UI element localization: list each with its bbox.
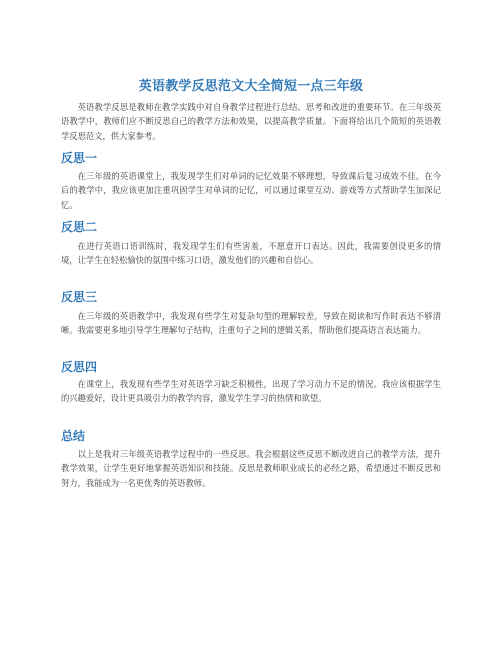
section-heading-4: 反思四	[61, 360, 98, 374]
section-body-1: 在三年级的英语课堂上，我发现学生们对单词的记忆效果不够理想，导致课后复习成效不佳。在今后的教学中，我应该更加注重巩固学生对单词的记忆，可以通过课堂互动、游戏等方式帮助学生加深记忆。	[61, 171, 441, 210]
document-title: 英语教学反思范文大全简短一点三年级	[138, 79, 364, 94]
summary-heading: 总结	[61, 429, 86, 443]
intro-paragraph: 英语教学反思是教师在教学实践中对自身教学过程进行总结、思考和改进的重要环节。在三年级英语教学中，教师们应不断反思自己的教学方法和效果，以提高教学质量。下面将给出几个简短的英语教学反思范文，供大家参考。	[61, 102, 441, 141]
section-body-2: 在进行英语口语训练时，我发现学生们有些害羞，不愿意开口表达。因此，我需要创设更多的情境，让学生在轻松愉快的氛围中练习口语，激发他们的兴趣和自信心。	[61, 241, 441, 266]
section-heading-1: 反思一	[61, 151, 98, 165]
section-heading-2: 反思二	[61, 220, 98, 234]
summary-body: 以上是我对三年级英语教学过程中的一些反思。我会根据这些反思不断改进自己的教学方法，提升教学效果，让学生更好地掌握英语知识和技能。反思是教师职业成长的必经之路，希望通过不断反思和努力，我能成为一名更优秀的英语教师。	[61, 449, 441, 488]
section-heading-3: 反思三	[61, 290, 98, 304]
section-body-3: 在三年级的英语教学中，我发现有些学生对复杂句型的理解较差，导致在阅读和写作时表达不够清晰。我需要更多地引导学生理解句子结构，注重句子之间的逻辑关系，帮助他们提高语言表达能力。	[61, 311, 441, 336]
section-body-4: 在课堂上，我发现有些学生对英语学习缺乏积极性，出现了学习动力不足的情况。我应该根据学生的兴趣爱好，设计更具吸引力的教学内容，激发学生学习的热情和欲望。	[61, 379, 441, 404]
